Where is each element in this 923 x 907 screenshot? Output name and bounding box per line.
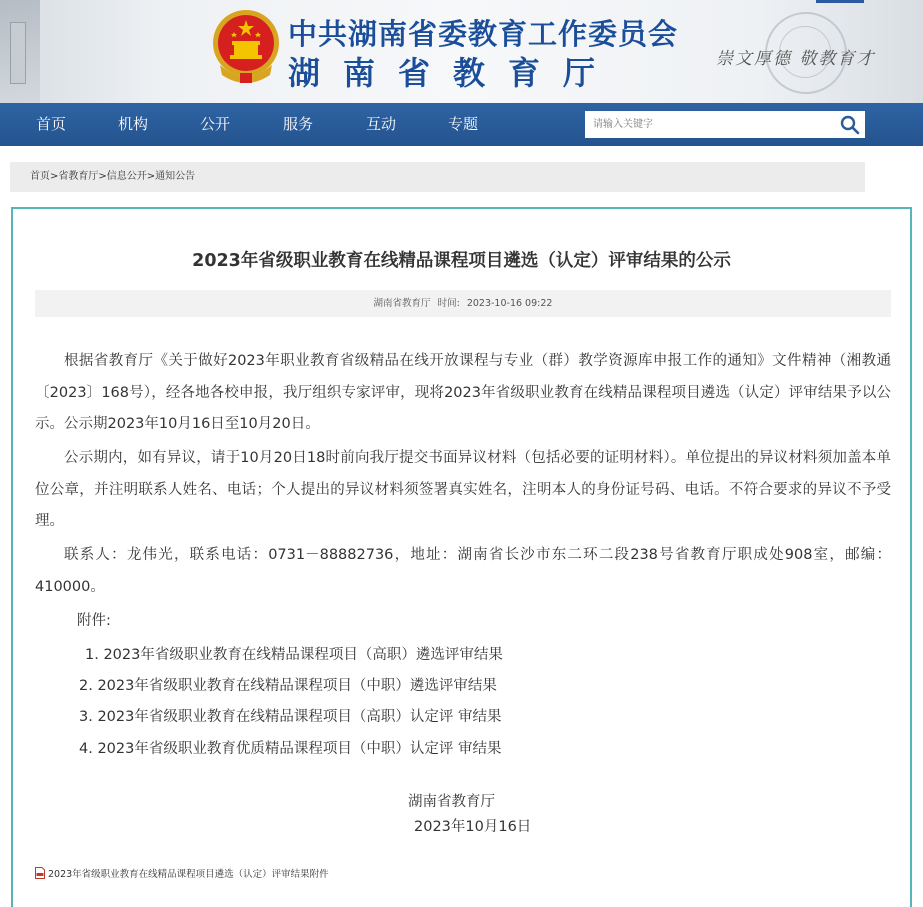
breadcrumb-separator: > xyxy=(98,171,107,182)
article-panel xyxy=(11,207,912,907)
nav-item-topics[interactable]: 专题 xyxy=(448,115,479,133)
main-nav xyxy=(0,103,923,146)
dept-title: 湖南省教育厅 xyxy=(288,54,619,92)
paragraph-intro: 根据省教育厅《关于做好2023年职业教育省级精品在线开放课程与专业（群）教学资源库申报工作的通知》文件精神（湘教通〔2023〕168号），经各地各校申报，我厅组织专家评审，现将2023年省级职业教育在线精品课程项目遴选（认定）评审结果予以公示。公示期2023年10月16日至10月20日。 xyxy=(35,353,891,432)
attachment-item: 3. 2023年省级职业教育在线精品课程项目（高职）认定评 审结果 xyxy=(79,709,502,725)
breadcrumb-separator: > xyxy=(146,171,156,182)
article-title: 2023年省级职业教育在线精品课程项目遴选（认定）评审结果的公示 xyxy=(192,251,731,271)
attachments-label: 附件: xyxy=(77,613,111,629)
sign-date: 2023年10月16日 xyxy=(414,819,532,835)
header-banner xyxy=(0,0,923,103)
search-input[interactable] xyxy=(585,111,830,138)
attachment-item: 2. 2023年省级职业教育在线精品课程项目（中职）遴选评审结果 xyxy=(79,678,497,694)
article-meta xyxy=(35,290,891,317)
article-source: 湖南省教育厅 xyxy=(373,298,431,309)
signature: 湖南省教育厅 xyxy=(408,794,495,810)
building-illustration xyxy=(0,0,40,103)
attachment-item: 1. 2023年省级职业教育在线精品课程项目（高职）遴选评审结果 xyxy=(85,647,503,663)
breadcrumb-notices[interactable]: 通知公告 xyxy=(155,171,196,182)
paragraph-contact: 联系人：龙伟光，联系电话：0731－88882736，地址：湖南省长沙市东二环二段238号省教育厅职成处908室，邮编：410000。 xyxy=(35,547,891,595)
attachment-item: 4. 2023年省级职业教育优质精品课程项目（中职）认定评 审结果 xyxy=(79,741,502,757)
pdf-icon xyxy=(35,867,45,879)
search-box xyxy=(585,111,865,138)
article-time: 2023-10-16 09:22 xyxy=(466,298,553,309)
top-accent-strip xyxy=(816,0,864,3)
national-emblem-icon xyxy=(210,5,282,87)
breadcrumb-info-public[interactable]: 信息公开 xyxy=(106,171,147,182)
nav-item-organization[interactable]: 机构 xyxy=(118,115,149,133)
breadcrumb xyxy=(10,162,865,192)
nav-item-service[interactable]: 服务 xyxy=(283,115,314,133)
motto-calligraphy: 崇文厚德 敬教育才 xyxy=(716,49,876,69)
nav-item-interaction[interactable]: 互动 xyxy=(366,115,397,133)
search-icon[interactable] xyxy=(839,114,861,136)
org-title: 中共湖南省委教育工作委员会 xyxy=(288,17,679,51)
article-time-label: 时间: xyxy=(437,298,460,309)
breadcrumb-home[interactable]: 首页 xyxy=(30,171,50,182)
nav-item-public-info[interactable]: 公开 xyxy=(200,115,231,133)
nav-item-home[interactable]: 首页 xyxy=(36,115,67,133)
paragraph-objection: 公示期内，如有异议，请于10月20日18时前向我厅提交书面异议材料（包括必要的证明材料）。单位提出的异议材料须加盖本单位公章，并注明联系人姓名、电话；个人提出的异议材料须签署真实姓名，注明本人的身份证号码、电话。不符合要求的异议不予受理。 xyxy=(35,450,891,529)
attachment-download-label: 2023年省级职业教育在线精品课程项目遴选（认定）评审结果附件 xyxy=(48,869,329,880)
breadcrumb-separator: > xyxy=(50,171,59,182)
attachment-download-link[interactable] xyxy=(35,866,329,880)
breadcrumb-department[interactable]: 省教育厅 xyxy=(58,171,99,182)
